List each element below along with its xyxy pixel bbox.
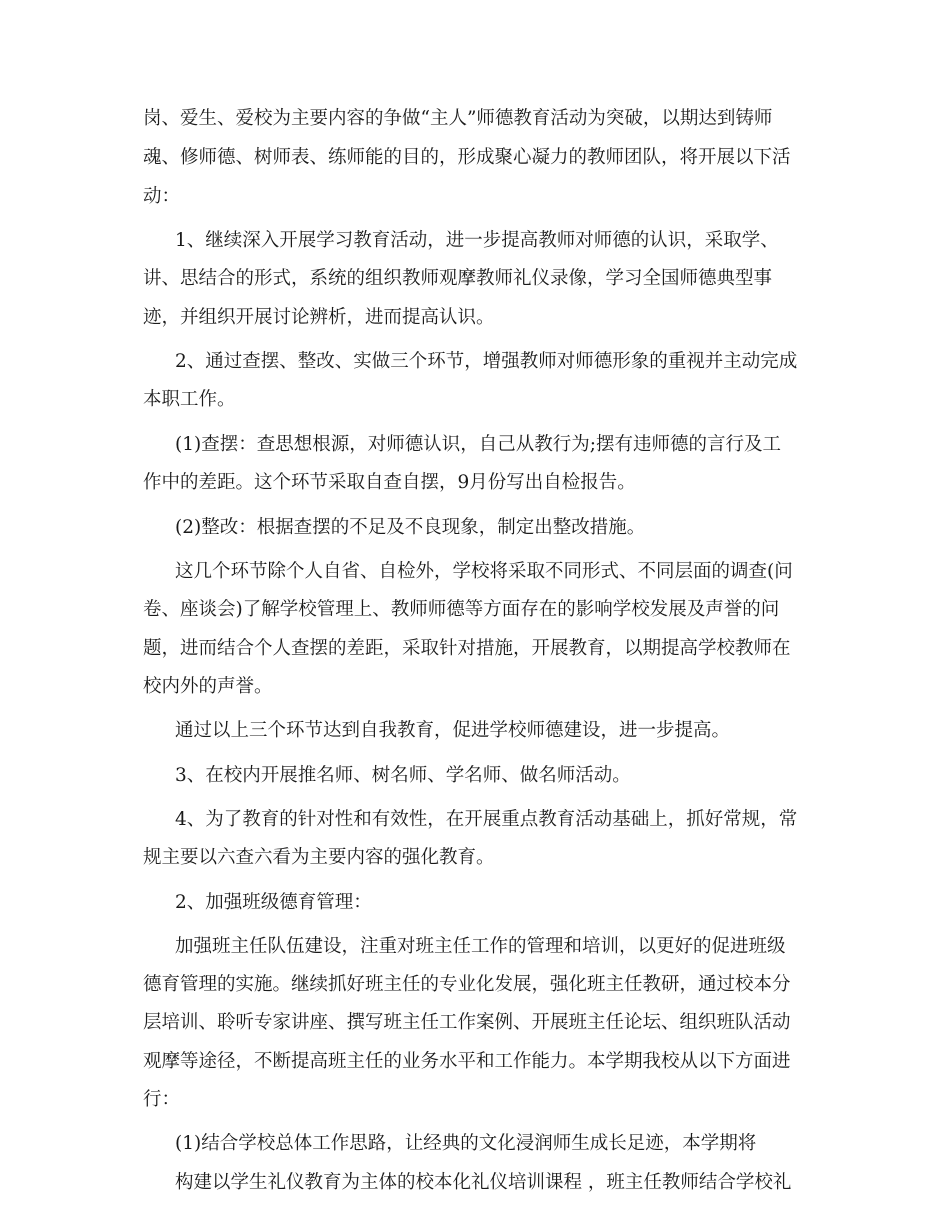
text-line: 讲、思结合的形式，系统的组织教师观摩教师礼仪录像，学习全国师德典型事 [143, 268, 773, 289]
text-line: 动： [143, 186, 181, 207]
text-line: 卷、座谈会)了解学校管理上、教师师德等方面存在的影响学校发展及声誉的问 [143, 599, 780, 620]
text-line: 作中的差距。这个环节采取自查自摆，9月份写出自检报告。 [143, 472, 636, 493]
text-line: (2)整改：根据查摆的不足及不良现象，制定出整改措施。 [175, 517, 646, 538]
text-line: 德育管理的实施。继续抓好班主任的专业化发展，强化班主任教研，通过校本分 [143, 974, 791, 995]
text-line: 构建以学生礼仪教育为主体的校本化礼仪培训课程 ，班主任教师结合学校礼 [175, 1172, 792, 1193]
text-line: 魂、修师德、树师表、练师能的目的，形成聚心凝力的教师团队，将开展以下活 [143, 147, 791, 168]
text-line: 题，进而结合个人查摆的差距，采取针对措施，开展教育，以期提高学校教师在 [143, 638, 791, 659]
text-line: 通过以上三个环节达到自我教育，促进学校师德建设，进一步提高。 [175, 720, 731, 741]
text-line: 行： [143, 1089, 181, 1110]
text-line: 这几个环节除个人自省、自检外，学校将采取不同形式、不同层面的调查(问 [175, 561, 793, 582]
text-line: 4、为了教育的针对性和有效性，在开展重点教育活动基础上，抓好常规，常 [175, 809, 798, 830]
text-line: 2、加强班级德育管理： [175, 892, 372, 913]
text-line: 3、在校内开展推名师、树名师、学名师、做名师活动。 [175, 765, 631, 786]
text-line: 2、通过查摆、整改、实做三个环节，增强教师对师德形象的重视并主动完成 [175, 351, 798, 372]
text-line: 规主要以六查六看为主要内容的强化教育。 [143, 847, 495, 868]
text-line: 层培训、聆听专家讲座、撰写班主任工作案例、开展班主任论坛、组织班队活动 [143, 1012, 791, 1033]
text-line: 观摩等途径，不断提高班主任的业务水平和工作能力。本学期我校从以下方面进 [143, 1051, 791, 1072]
text-line: (1)查摆：查思想根源，对师德认识，自己从教行为;摆有违师德的言行及工 [175, 434, 781, 455]
text-line: 加强班主任队伍建设，注重对班主任工作的管理和培训，以更好的促进班级 [175, 936, 786, 957]
text-line: 迹，并组织开展讨论辨析，进而提高认识。 [143, 307, 495, 328]
text-line: 1、继续深入开展学习教育活动，进一步提高教师对师德的认识，采取学、 [175, 230, 779, 251]
text-line: 岗、爱生、爱校为主要内容的争做“主人”师德教育活动为突破，以期达到铸师 [143, 108, 773, 129]
text-line: 校内外的声誉。 [143, 676, 273, 697]
text-line: 本职工作。 [143, 389, 236, 410]
text-line: (1)结合学校总体工作思路，让经典的文化浸润师生成长足迹，本学期将 [175, 1133, 757, 1154]
